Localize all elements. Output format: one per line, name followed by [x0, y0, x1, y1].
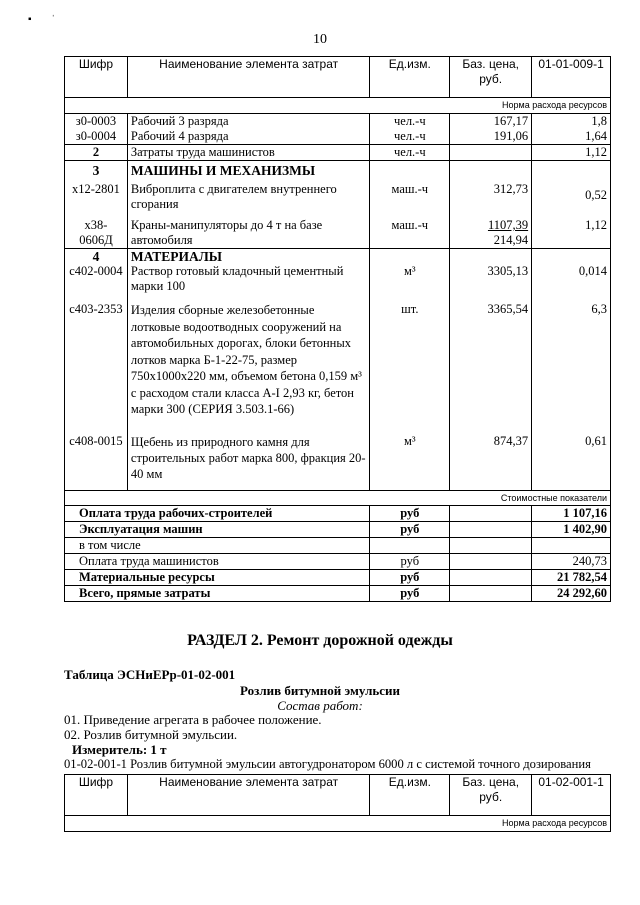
row-name: Раствор готовый кладочный цементный марки 100: [127, 264, 369, 294]
row-code: з0-0003: [65, 114, 128, 130]
row-code: с408-0015: [65, 418, 128, 491]
row-code: с403-2353: [65, 294, 128, 418]
meter-label: Измеритель: 1 т: [72, 742, 167, 757]
total-name: Оплата труда машинистов: [65, 553, 370, 569]
section-row: [65, 249, 611, 265]
row-price: 3365,54: [450, 294, 532, 418]
row-price: 874,37: [450, 418, 532, 491]
scan-marks: ▪ ˈ: [28, 14, 55, 25]
row-price-secondary: 214,94: [493, 233, 529, 247]
header-rate-code: 01-02-001-1: [532, 775, 611, 816]
total-name: в том числе: [65, 537, 370, 553]
table-row: [65, 418, 611, 491]
row-value: 0,61: [532, 418, 611, 491]
total-row: [65, 521, 611, 537]
row-code: х38-0606Д: [65, 212, 128, 249]
row-unit: чел.-ч: [370, 145, 450, 161]
work-item: 01. Приведение агрегата в рабочее положение.: [64, 712, 322, 727]
row-name: Рабочий 4 разряда: [127, 129, 369, 145]
row-price: 191,06: [450, 129, 532, 145]
total-unit: руб: [370, 569, 450, 585]
row-value: 0,014: [532, 264, 611, 294]
table-header: [65, 775, 611, 816]
section-title: МАТЕРИАЛЫ: [127, 249, 369, 265]
total-value: 1 107,16: [532, 505, 611, 521]
total-name: Материальные ресурсы: [65, 569, 370, 585]
row-unit: м³: [370, 264, 450, 294]
row-price: 167,17: [450, 114, 532, 130]
table-name: Розлив битумной эмульсии: [240, 683, 400, 698]
table-row: [65, 294, 611, 418]
work-item: 02. Розлив битумной эмульсии.: [64, 727, 238, 742]
header-unit: Ед.изм.: [370, 775, 450, 816]
row-unit: маш.-ч: [370, 178, 450, 212]
total-row: [65, 505, 611, 521]
row-code: х12-2801: [65, 178, 128, 212]
item-line: 01-02-001-1 Розлив битумной эмульсии автогудронатором 6000 л с системой точного дозирования: [64, 757, 591, 771]
total-name: Оплата труда рабочих-строителей: [65, 505, 370, 521]
section-number: 3: [65, 161, 128, 179]
section-number: 4: [65, 249, 128, 265]
total-value: 21 782,54: [532, 569, 611, 585]
row-value: 1,12: [532, 212, 611, 249]
total-row: [65, 553, 611, 569]
section-title: МАШИНЫ И МЕХАНИЗМЫ: [127, 161, 369, 179]
header-name: Наименование элемента затрат: [127, 57, 369, 98]
row-unit: чел.-ч: [370, 114, 450, 130]
row-value: 1,64: [532, 129, 611, 145]
row-value: 1,8: [532, 114, 611, 130]
row-name: Краны-манипуляторы до 4 т на базе автомобиля: [127, 212, 369, 249]
header-rate-code: 01-01-009-1: [532, 57, 611, 98]
row-unit: маш.-ч: [370, 212, 450, 249]
row-unit: м³: [370, 418, 450, 491]
row-name: Затраты труда машинистов: [127, 145, 369, 161]
row-unit: шт.: [370, 294, 450, 418]
total-value: [532, 537, 611, 553]
header-name: Наименование элемента затрат: [127, 775, 369, 816]
total-unit: руб: [370, 553, 450, 569]
total-row: [65, 537, 611, 553]
total-name: Эксплуатация машин: [65, 521, 370, 537]
header-code: Шифр: [65, 775, 128, 816]
header-price: Баз. цена, руб.: [450, 57, 532, 98]
header-price: Баз. цена, руб.: [450, 775, 532, 816]
total-unit: [370, 537, 450, 553]
row-code: з0-0004: [65, 129, 128, 145]
row-price: 1107,39: [487, 218, 529, 232]
table-row: [65, 114, 611, 130]
section-row: [65, 161, 611, 179]
header-code: Шифр: [65, 57, 128, 98]
total-value: 1 402,90: [532, 521, 611, 537]
row-name: Щебень из природного камня для строительных работ марка 800, фракция 20-40 мм: [127, 418, 369, 491]
resource-table: [64, 56, 611, 602]
total-value: 240,73: [532, 553, 611, 569]
row-price: [450, 145, 532, 161]
norm-label: Норма расхода ресурсов: [65, 98, 611, 114]
total-unit: руб: [370, 585, 450, 601]
row-value: 1,12: [532, 145, 611, 161]
table-label: Таблица ЭСНиЕРр-01-02-001: [64, 667, 236, 682]
norm-label: Норма расхода ресурсов: [65, 816, 611, 832]
row-name: Изделия сборные железобетонные лотковые водоотводных сооружений на автомобильных дорогах, блоки бетонных лотков марка Б-1-22-75, размер 750х1000х220 мм, объемом бетона 0,159 м³ с расходом стали класса А-I 2,93 кг, бетон марки 300 (СЕРИЯ 3.503.1-66): [127, 294, 369, 418]
table-row: [65, 145, 611, 161]
total-unit: руб: [370, 505, 450, 521]
row-value: 0,52: [532, 178, 611, 212]
works-label: Состав работ:: [277, 698, 363, 713]
row-code: с402-0004: [65, 264, 128, 294]
row-price-cell: [450, 212, 532, 249]
table-row: [65, 129, 611, 145]
total-name: Всего, прямые затраты: [65, 585, 370, 601]
table-row: [65, 264, 611, 294]
total-unit: руб: [370, 521, 450, 537]
cost-label: Стоимостные показатели: [65, 490, 611, 505]
page-number: 10: [313, 32, 327, 47]
table-row: [65, 212, 611, 249]
row-price: 3305,13: [450, 264, 532, 294]
total-row: [65, 569, 611, 585]
section-heading: РАЗДЕЛ 2. Ремонт дорожной одежды: [187, 632, 453, 649]
total-value: 24 292,60: [532, 585, 611, 601]
row-value: 6,3: [532, 294, 611, 418]
total-row: [65, 585, 611, 601]
header-unit: Ед.изм.: [370, 57, 450, 98]
row-name: Виброплита с двигателем внутреннего сгорания: [127, 178, 369, 212]
resource-table-2: [64, 774, 611, 832]
row-name: Рабочий 3 разряда: [127, 114, 369, 130]
row-code: 2: [65, 145, 128, 161]
row-price: 312,73: [450, 178, 532, 212]
table-row: [65, 178, 611, 212]
table-header: [65, 57, 611, 98]
row-unit: чел.-ч: [370, 129, 450, 145]
